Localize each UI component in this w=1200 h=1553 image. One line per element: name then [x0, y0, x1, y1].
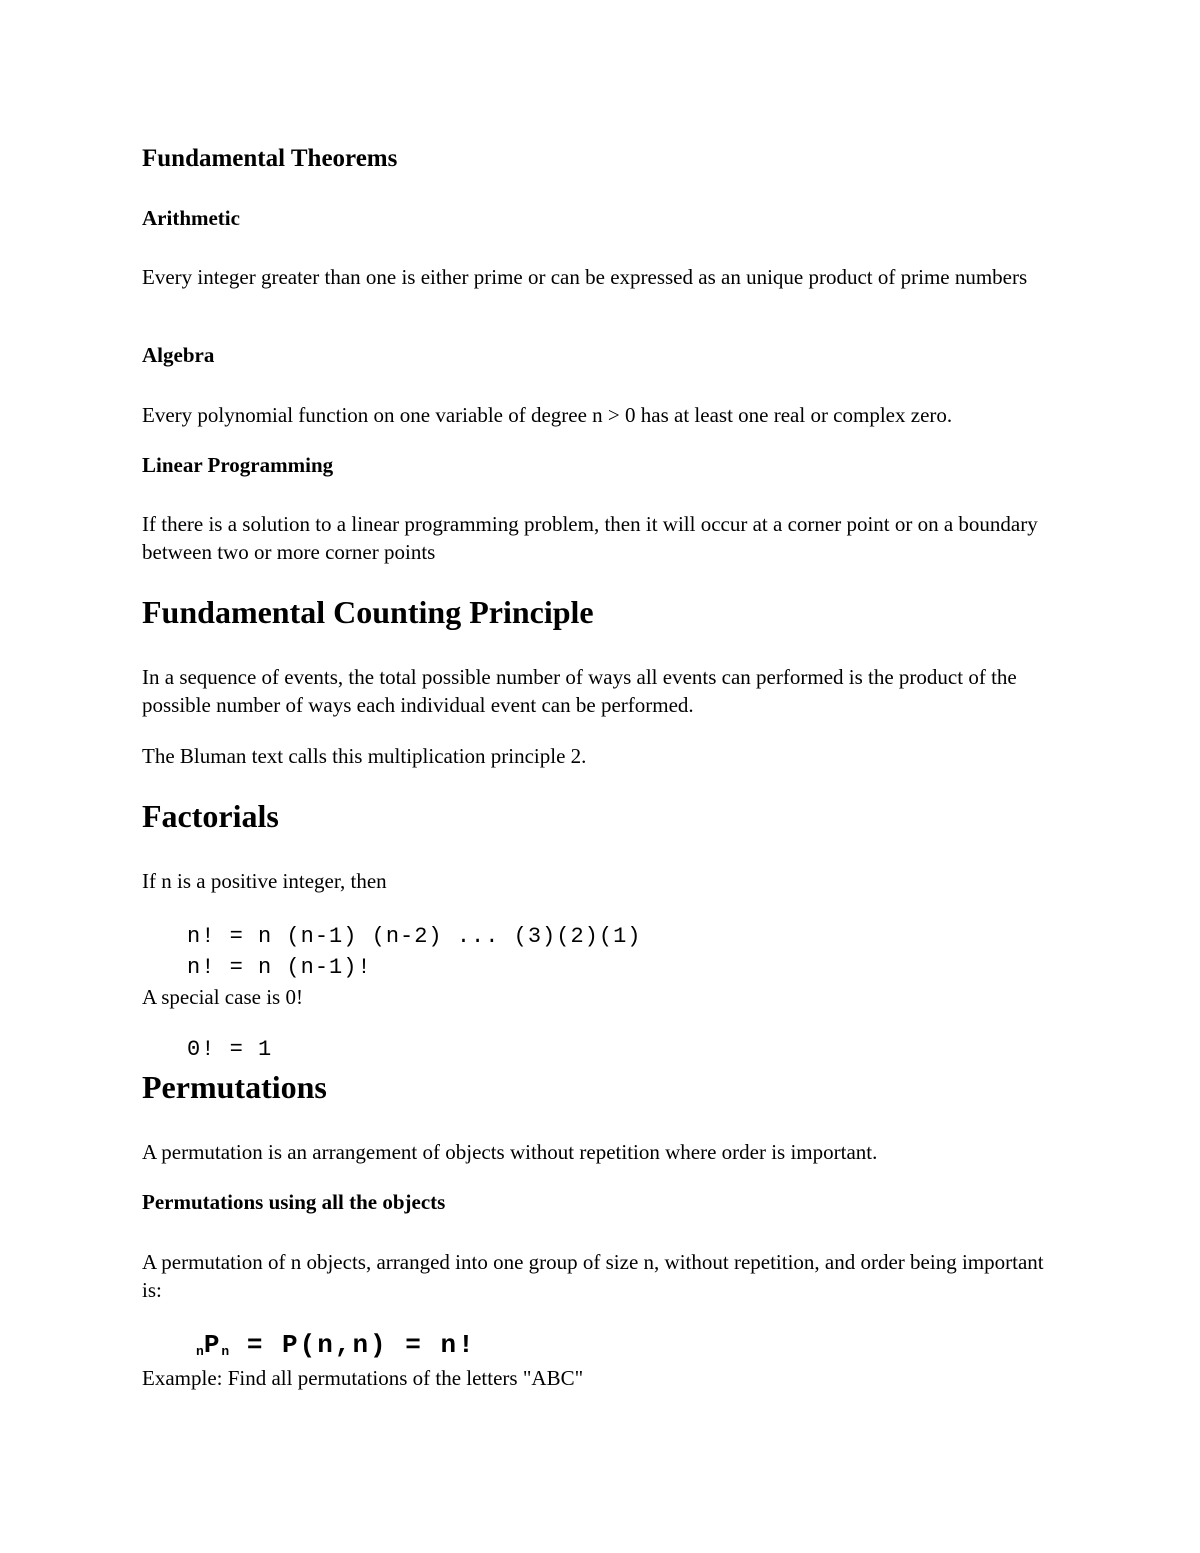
formula-permutation [196, 1328, 476, 1369]
heading-factorials: Factorials [142, 798, 279, 834]
heading-arithmetic: Arithmetic [142, 206, 240, 230]
heading-fundamental-counting-principle: Fundamental Counting Principle [142, 594, 594, 630]
paragraph-permutation-definition: A permutation is an arrangement of objects without repetition where order is important. [142, 1140, 878, 1164]
formula-p-symbol: P [203, 1330, 222, 1360]
formula-factorial-expanded: n! = n (n-1) (n-2) ... (3)(2)(1) [187, 924, 642, 949]
paragraph-factorial-intro: If n is a positive integer, then [142, 869, 387, 893]
heading-permutations-all-objects: Permutations using all the objects [142, 1190, 446, 1214]
heading-linear-programming: Linear Programming [142, 453, 334, 477]
paragraph-example: Example: Find all permutations of the letters "ABC" [142, 1366, 584, 1390]
formula-zero-factorial: 0! = 1 [187, 1037, 273, 1062]
paragraph-counting-principle: In a sequence of events, the total possible number of ways all events can performed is the product of the possible number of ways each individual event can be performed. [142, 665, 1017, 717]
paragraph-arithmetic: Every integer greater than one is either prime or can be expressed as an unique product of prime numbers [142, 265, 1028, 289]
formula-prefix-subscript: n [196, 1344, 204, 1359]
paragraph-linear-programming: If there is a solution to a linear programming problem, then it will occur at a corner point or on a boundary between two or more corner points [142, 512, 1038, 564]
formula-factorial-recursive: n! = n (n-1)! [187, 955, 372, 980]
formula-equation: = P(n,n) = n! [229, 1330, 476, 1360]
paragraph-permutations-all-objects: A permutation of n objects, arranged into one group of size n, without repetition, and order being important is: [142, 1250, 1044, 1302]
heading-algebra: Algebra [142, 343, 215, 367]
heading-permutations: Permutations [142, 1069, 327, 1105]
formula-suffix-subscript: n [221, 1344, 230, 1359]
heading-fundamental-theorems: Fundamental Theorems [142, 145, 398, 172]
paragraph-algebra: Every polynomial function on one variable of degree n > 0 has at least one real or complex zero. [142, 403, 953, 427]
paragraph-special-case: A special case is 0! [142, 985, 303, 1009]
paragraph-bluman-note: The Bluman text calls this multiplication principle 2. [142, 744, 587, 768]
